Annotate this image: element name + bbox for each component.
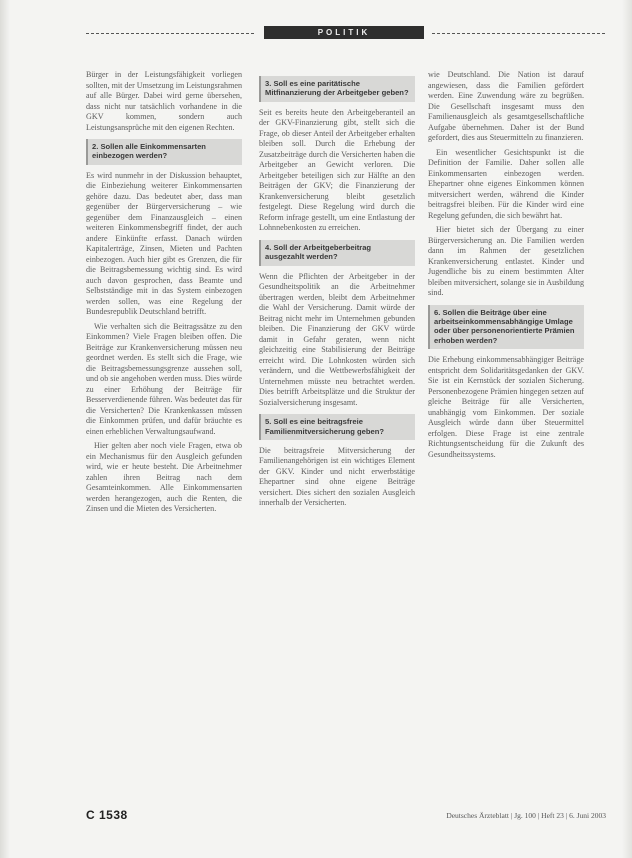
page-edge-left: [0, 0, 10, 858]
question-heading-box: [259, 76, 415, 102]
question-heading-box: [259, 414, 415, 440]
question-heading-box: [428, 305, 584, 350]
body-paragraph: Wie verhalten sich die Beitragssätze zu den Einkommen? Viele Fragen bleiben offen. Die Beiträge zur Krankenversicherung müssen neu geordnet werden. Es stellt sich die Frage, wie die Beitragsbemessungsgrenze aussehen soll, und ob sie angehoben werden muss. Dies würde zu einer Erhöhung der Beiträge für Besserverdienende führen. Was bedeutet das für die Versicherten? Die Krankenkassen müssen die Einkommen prüfen, und dafür bräuchte es einen erheblichen Verwaltungsaufwand.: [86, 321, 242, 436]
body-paragraph: Hier gelten aber noch viele Fragen, etwa ob ein Mechanismus für den Ausgleich gefunden wird, wie er heute besteht. Die Arbeitnehmer zahlen ihren Beitrag nach dem Gesamteinkommen. Alle Einkommensarten werden herangezogen, auch die Renten, die Zinsen und die Mieten des Versicherten.: [86, 441, 242, 514]
page-number: C 1538: [86, 808, 128, 822]
section-header: [86, 26, 606, 40]
text-column-3: [428, 70, 584, 464]
text-column-2: [259, 70, 415, 513]
question-heading: 5. Soll es eine beitragsfreie Familienmitversicherung geben?: [265, 417, 384, 436]
body-paragraph: wie Deutschland. Die Nation ist darauf angewiesen, dass die Familien gefördert werden. Eine Zuwendung wäre zu begrüßen. Die Gesellschaft insgesamt muss den Familienausgleich als gesamtgesellschaftliche Aufgabe übernehmen. Daher ist der Bund gefordert, dies aus Steuermitteln zu finanzieren.: [428, 70, 584, 142]
body-paragraph: Ein wesentlicher Gesichtspunkt ist die Definition der Familie. Daher sollen alle Einkommensarten einbezogen werden. Ehepartner ohne eigenes Einkommen können mitversichert werden, während die Kinder beitragsfrei bleiben. Für die Kinder wird eine Regelung gefunden, die sich bewährt hat.: [428, 147, 584, 220]
body-paragraph: Die Erhebung einkommensabhängiger Beiträge entspricht dem Solidaritätsgedanken der GKV. Sie ist ein Kernstück der sozialen Sicherung. Personenbezogene Prämien hingegen setzen auf gleiche Beiträge für alle Versicherten, unabhängig vom Einkommen. Der soziale Ausgleich würde dann über Steuermittel erfolgen. Diese Frage ist eine zentrale Richtungsentscheidung für die Zukunft des Gesundheitssystems.: [428, 355, 584, 459]
body-paragraph: Es wird nunmehr in der Diskussion behauptet, die Einbeziehung weiterer Einkommensarten gehöre dazu. Das bedeutet aber, dass man gegenüber der Bürgerversicherung – wie gegenüber dem Finanzausgleich – einen weiteren Einkommensbegriff findet, der auch andere Einkünfte erfasst. Danach würden Kapitalerträge, Zinsen, Mieten und Pachten einbezogen. Auch hier gibt es Grenzen, die für die Beitragsbemessung wichtig sind. Es wird auch davon gesprochen, dass Beamte und Selbstständige mit in das System einbezogen werden sollen, was eine Regelung der Bundesrepublik Deutschland betrifft.: [86, 170, 242, 317]
question-heading-box: [86, 139, 242, 165]
page-footer: [86, 808, 606, 824]
journal-citation: Deutsches Ärzteblatt | Jg. 100 | Heft 23 | 6. Juni 2003: [446, 811, 606, 820]
question-heading: 6. Sollen die Beiträge über eine arbeitseinkommensabhängige Umlage oder über personenorientierte Prämien erhoben werden?: [434, 307, 575, 345]
body-paragraph: Die beitragsfreie Mitversicherung der Familienangehörigen ist ein wichtiges Element der GKV. Kinder und nicht erwerbstätige Ehepartner sind ohne eigene Beiträge versichert. Dies sichert den sozialen Ausgleich innerhalb der Versicherten.: [259, 445, 415, 508]
text-column-1: [86, 70, 242, 519]
header-rule-left: [86, 33, 256, 34]
question-heading-box: [259, 240, 415, 266]
question-heading: 4. Soll der Arbeitgeberbeitrag ausgezahlt werden?: [265, 242, 372, 262]
question-heading: 2. Sollen alle Einkommensarten einbezogen werden?: [92, 142, 206, 161]
body-paragraph: Hier bietet sich der Übergang zu einer Bürgerversicherung an. Die Familien werden dann im Rahmen der gesetzlichen Krankenversicherung entlastet. Kinder und Jugendliche bis zu einem bestimmten Alter bleiben mitversichert, solange sie in Ausbildung sind.: [428, 225, 584, 297]
body-paragraph: Seit es bereits heute den Arbeitgeberanteil an der GKV-Finanzierung gibt, stellt sich die Frage, ob dieser Anteil der Arbeitgeber erhalten bleiben soll. Durch die Erhebung der Zusatzbeiträge durch die Versicherten haben die Arbeitgeber an Gewicht verloren. Die Arbeitgeber beteiligen sich zur Hälfte an den Beiträgen der GKV; die Finanzierung der Krankenversicherung bleibt gesetzlich festgelegt. Diese Regelung wird durch die Reform infrage gestellt, um eine Entlastung der Lohnnebenkosten zu erreichen.: [259, 107, 415, 233]
question-heading: 3. Soll es eine paritätische Mitfinanzierung der Arbeitgeber geben?: [265, 79, 409, 98]
header-rule-right: [432, 33, 606, 34]
section-tag: POLITIK: [264, 26, 424, 39]
page-edge-right: [622, 0, 632, 858]
body-paragraph: Bürger in der Leistungsfähigkeit vorliegen sollten, mit der Umsetzung im Leistungsrahmen auf alle Bürger. Dabei wird gerne übersehen, dass nicht nur tatsächlich vorhandene in die GKV kommen, sondern auch Leistungsansprüche mit den eigenen Rechten.: [86, 70, 242, 132]
body-paragraph: Wenn die Pflichten der Arbeitgeber in der Gesundheitspolitik an die Arbeitnehmer übertragen werden, bleibt dem Arbeitnehmer die Wahl der Versicherung. Damit würde der Beitrag nicht mehr im Unternehmen gebunden bleiben. Die Finanzierung der GKV würde damit in Gefahr geraten, wenn nicht gleichzeitig eine Stabilisierung der Beiträge erreicht wird. Die Lohnkosten würden sich verändern, und die Wettbewerbsfähigkeit der Unternehmen müsste neu betrachtet werden. Dies betrifft Arbeitsplätze und die Struktur der Sozialversicherung insgesamt.: [259, 271, 415, 407]
